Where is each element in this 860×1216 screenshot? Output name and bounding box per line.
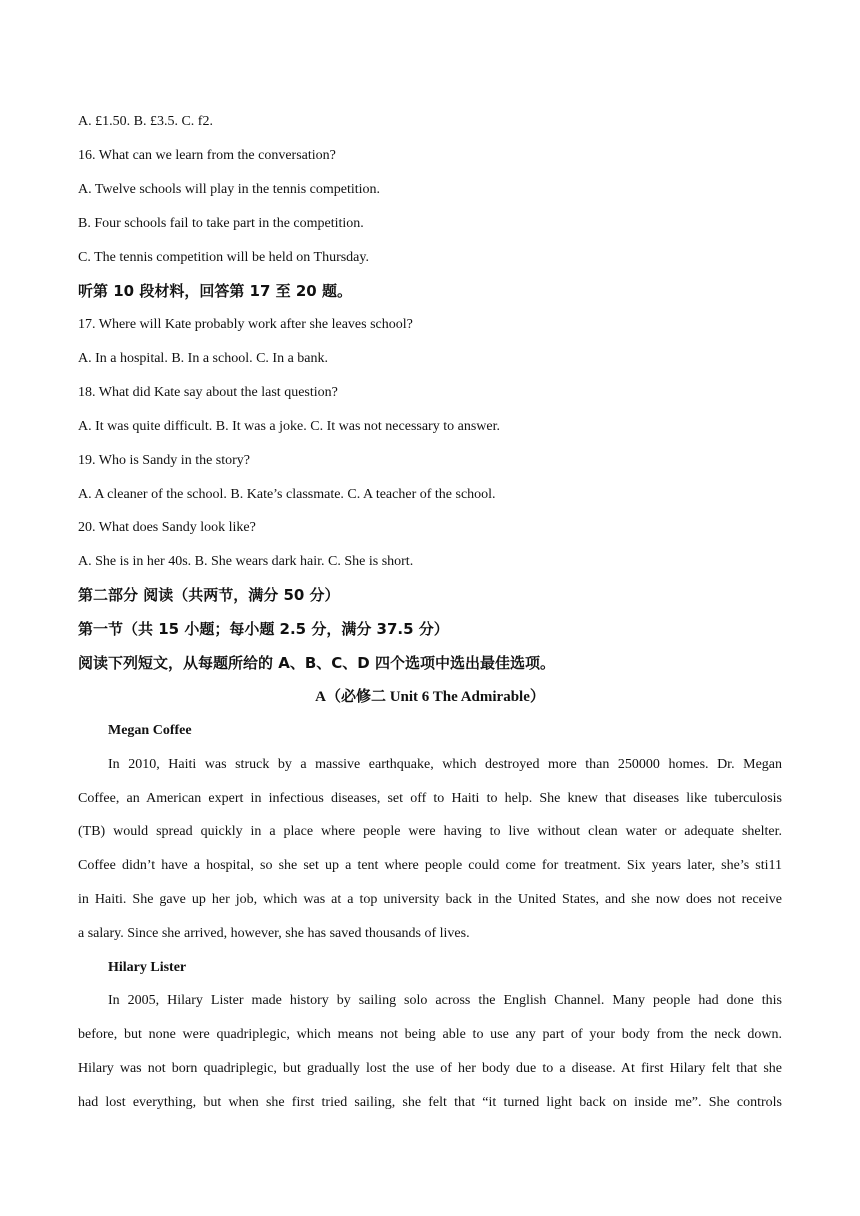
paragraph-line: had lost everything, but when she first tried sailing, she felt that “it turned light back on inside me”. She controls — [78, 1095, 782, 1110]
section-instruction: 听第 10 段材料，回答第 17 至 20 题。 — [78, 282, 352, 300]
paragraph-line: a salary. Since she arrived, however, she has saved thousands of lives. — [78, 926, 470, 941]
subheading-hilary-lister: Hilary Lister — [108, 960, 187, 975]
passage-title: A（必修二 Unit 6 The Admirable） — [315, 689, 545, 705]
paragraph-line: Coffee didn’t have a hospital, so she set up a tent where people could come for treatment. Six years later, she’s sti11 — [78, 858, 782, 873]
answer-options-15: A. £1.50. B. £3.5. C. f2. — [78, 114, 213, 129]
answer-options-17: A. In a hospital. B. In a school. C. In a bank. — [78, 351, 329, 366]
part-two-heading: 第二部分 阅读（共两节，满分 50 分） — [78, 586, 340, 604]
reading-instruction: 阅读下列短文，从每题所给的 A、B、C、D 四个选项中选出最佳选项。 — [78, 654, 555, 672]
paragraph-line: (TB) would spread quickly in a place where people were having to live without clean water or adequate shelter. — [78, 824, 782, 839]
question-16: 16. What can we learn from the conversation? — [78, 148, 336, 163]
paragraph-line: In 2010, Haiti was struck by a massive earthquake, which destroyed more than 250000 homes. Dr. Megan — [108, 757, 782, 772]
answer-options-18: A. It was quite difficult. B. It was a joke. C. It was not necessary to answer. — [78, 419, 500, 434]
subheading-megan-coffee: Megan Coffee — [108, 723, 192, 738]
option-16a: A. Twelve schools will play in the tennis competition. — [78, 182, 381, 197]
paragraph-line: before, but none were quadriplegic, which means not being able to use any part of your body from the neck down. — [78, 1027, 782, 1042]
option-16b: B. Four schools fail to take part in the competition. — [78, 216, 364, 231]
paragraph-line: In 2005, Hilary Lister made history by sailing solo across the English Channel. Many people had done this — [108, 993, 782, 1008]
option-16c: C. The tennis competition will be held on Thursday. — [78, 250, 369, 265]
section-one-heading: 第一节（共 15 小题；每小题 2.5 分，满分 37.5 分） — [78, 620, 449, 638]
answer-options-20: A. She is in her 40s. B. She wears dark hair. C. She is short. — [78, 554, 414, 569]
question-20: 20. What does Sandy look like? — [78, 520, 256, 535]
paragraph-line: in Haiti. She gave up her job, which was at a top university back in the United States, and she now does not receive — [78, 892, 782, 907]
answer-options-19: A. A cleaner of the school. B. Kate’s classmate. C. A teacher of the school. — [78, 487, 496, 502]
question-17: 17. Where will Kate probably work after she leaves school? — [78, 317, 413, 332]
paragraph-line: Coffee, an American expert in infectious diseases, set off to Haiti to help. She knew that diseases like tuberculosis — [78, 791, 782, 806]
question-18: 18. What did Kate say about the last question? — [78, 385, 338, 400]
question-19: 19. Who is Sandy in the story? — [78, 453, 251, 468]
paragraph-line: Hilary was not born quadriplegic, but gradually lost the use of her body due to a disease. At first Hilary felt that she — [78, 1061, 782, 1076]
